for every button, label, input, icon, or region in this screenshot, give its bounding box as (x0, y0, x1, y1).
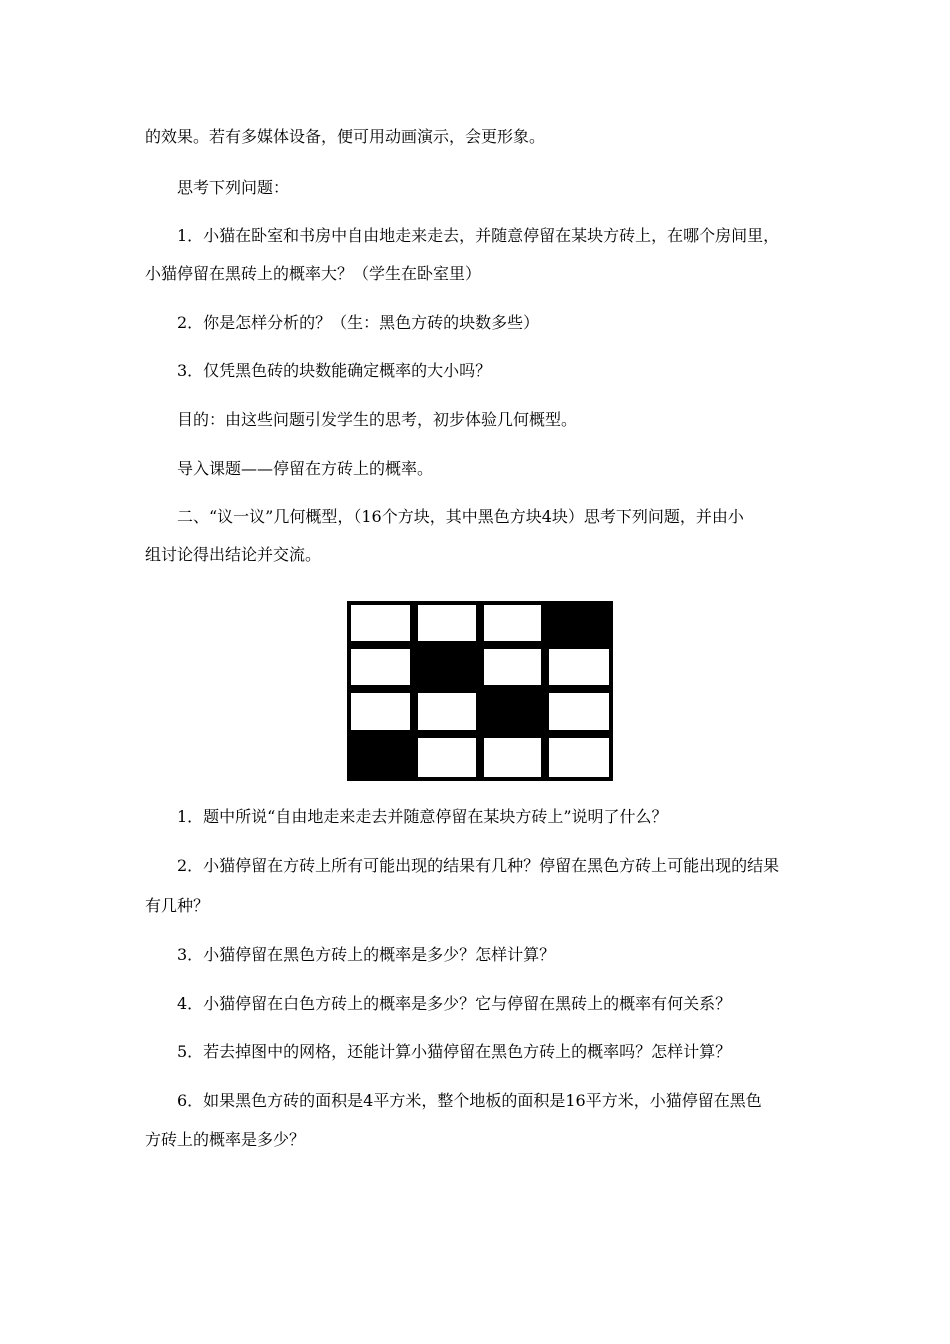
question-3: 3．仅凭黑色砖的块数能确定概率的大小吗？ (177, 361, 492, 380)
lesson-title-intro: 导入课题——停留在方砖上的概率。 (177, 459, 434, 478)
tile-white-r2-c3 (482, 647, 543, 687)
discussion-question-4: 4．小猫停留在白色方砖上的概率是多少？它与停留在黑砖上的概率有何关系？ (177, 994, 732, 1013)
discussion-question-5: 5．若去掉图中的网格，还能计算小猫停留在黑色方砖上的概率吗？怎样计算？ (177, 1042, 732, 1061)
question-2: 2．你是怎样分析的？（生：黑色方砖的块数多些） (177, 313, 540, 332)
discussion-question-1: 1．题中所说“自由地走来走去并随意停留在某块方砖上”说明了什么？ (177, 807, 668, 826)
tile-white-r1-c1 (349, 603, 412, 643)
floor-tile-grid (347, 601, 613, 781)
question-1-line-2: 小猫停留在黑砖上的概率大？（学生在卧室里） (145, 264, 482, 283)
purpose-text: 目的：由这些问题引发学生的思考，初步体验几何概型。 (177, 410, 578, 429)
tile-grid-figure (347, 601, 613, 781)
tile-white-r3-c2 (416, 691, 478, 732)
discussion-question-2-line-2: 有几种？ (145, 896, 210, 915)
tile-white-r4-c4 (547, 736, 611, 779)
tile-white-r4-c3 (482, 736, 543, 779)
tile-white-r2-c4 (547, 647, 611, 687)
discussion-question-3: 3．小猫停留在黑色方砖上的概率是多少？怎样计算？ (177, 945, 556, 964)
tile-black-r4-c1 (349, 736, 412, 779)
text-line-2: 思考下列问题： (177, 178, 290, 197)
tile-white-r1-c3 (482, 603, 543, 643)
tile-white-r1-c2 (416, 603, 478, 643)
tile-white-r3-c4 (547, 691, 611, 732)
tile-white-r2-c1 (349, 647, 412, 687)
section-two-line-1: 二、“议一议”几何概型，（16个方块，其中黑色方块4块）思考下列问题，并由小 (177, 507, 744, 526)
tile-black-r3-c3 (482, 691, 543, 732)
discussion-question-6-line-2: 方砖上的概率是多少？ (145, 1130, 306, 1149)
tile-black-r2-c2 (416, 647, 478, 687)
discussion-question-6-line-1: 6．如果黑色方砖的面积是4平方米，整个地板的面积是16平方米，小猫停留在黑色 (177, 1091, 762, 1110)
discussion-question-2-line-1: 2．小猫停留在方砖上所有可能出现的结果有几种？停留在黑色方砖上可能出现的结果 (177, 856, 780, 875)
tile-white-r3-c1 (349, 691, 412, 732)
tile-black-r1-c4 (547, 603, 611, 643)
text-line-1: 的效果。若有多媒体设备，便可用动画演示，会更形象。 (145, 127, 546, 146)
question-1-line-1: 1．小猫在卧室和书房中自由地走来走去，并随意停留在某块方砖上，在哪个房间里， (177, 226, 780, 245)
section-two-line-2: 组讨论得出结论并交流。 (145, 545, 322, 564)
tile-white-r4-c2 (416, 736, 478, 779)
